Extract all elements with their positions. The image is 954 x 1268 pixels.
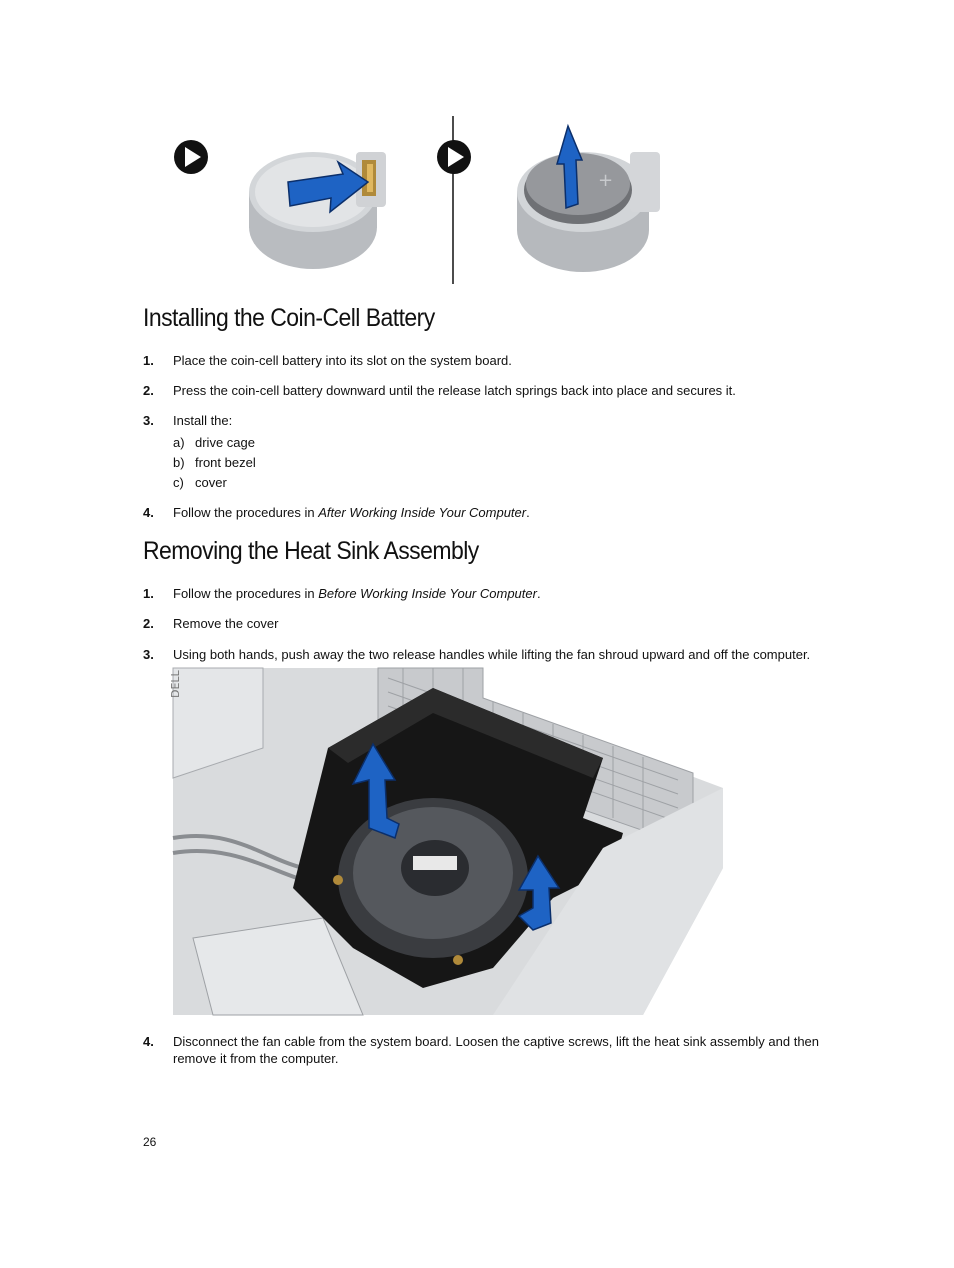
section-title-install-battery: Installing the Coin-Cell Battery [143,304,435,332]
captive-screw [333,875,343,885]
sub-list-item: b) front bezel [173,455,256,470]
sub-list-item: a) drive cage [173,435,255,450]
cross-reference-link[interactable]: After Working Inside Your Computer [318,505,527,520]
coin-cell-removal-figure [168,112,668,287]
svg-text:+: + [598,170,614,191]
page-number: 26 [143,1135,157,1149]
captive-screw [453,955,463,965]
battery-holder-press-image [249,152,386,269]
sub-list-item: c) cover [173,475,227,490]
fan-image [338,798,528,958]
step-marker-icon [174,140,208,174]
fan-shroud-removal-figure [169,668,723,1015]
step-marker-icon [437,140,471,174]
section-title-remove-heat-sink: Removing the Heat Sink Assembly [143,537,479,565]
dell-logo: DELL [169,670,182,698]
battery-lift-image [517,126,660,272]
cross-reference-link[interactable]: Before Working Inside Your Computer [318,586,537,601]
